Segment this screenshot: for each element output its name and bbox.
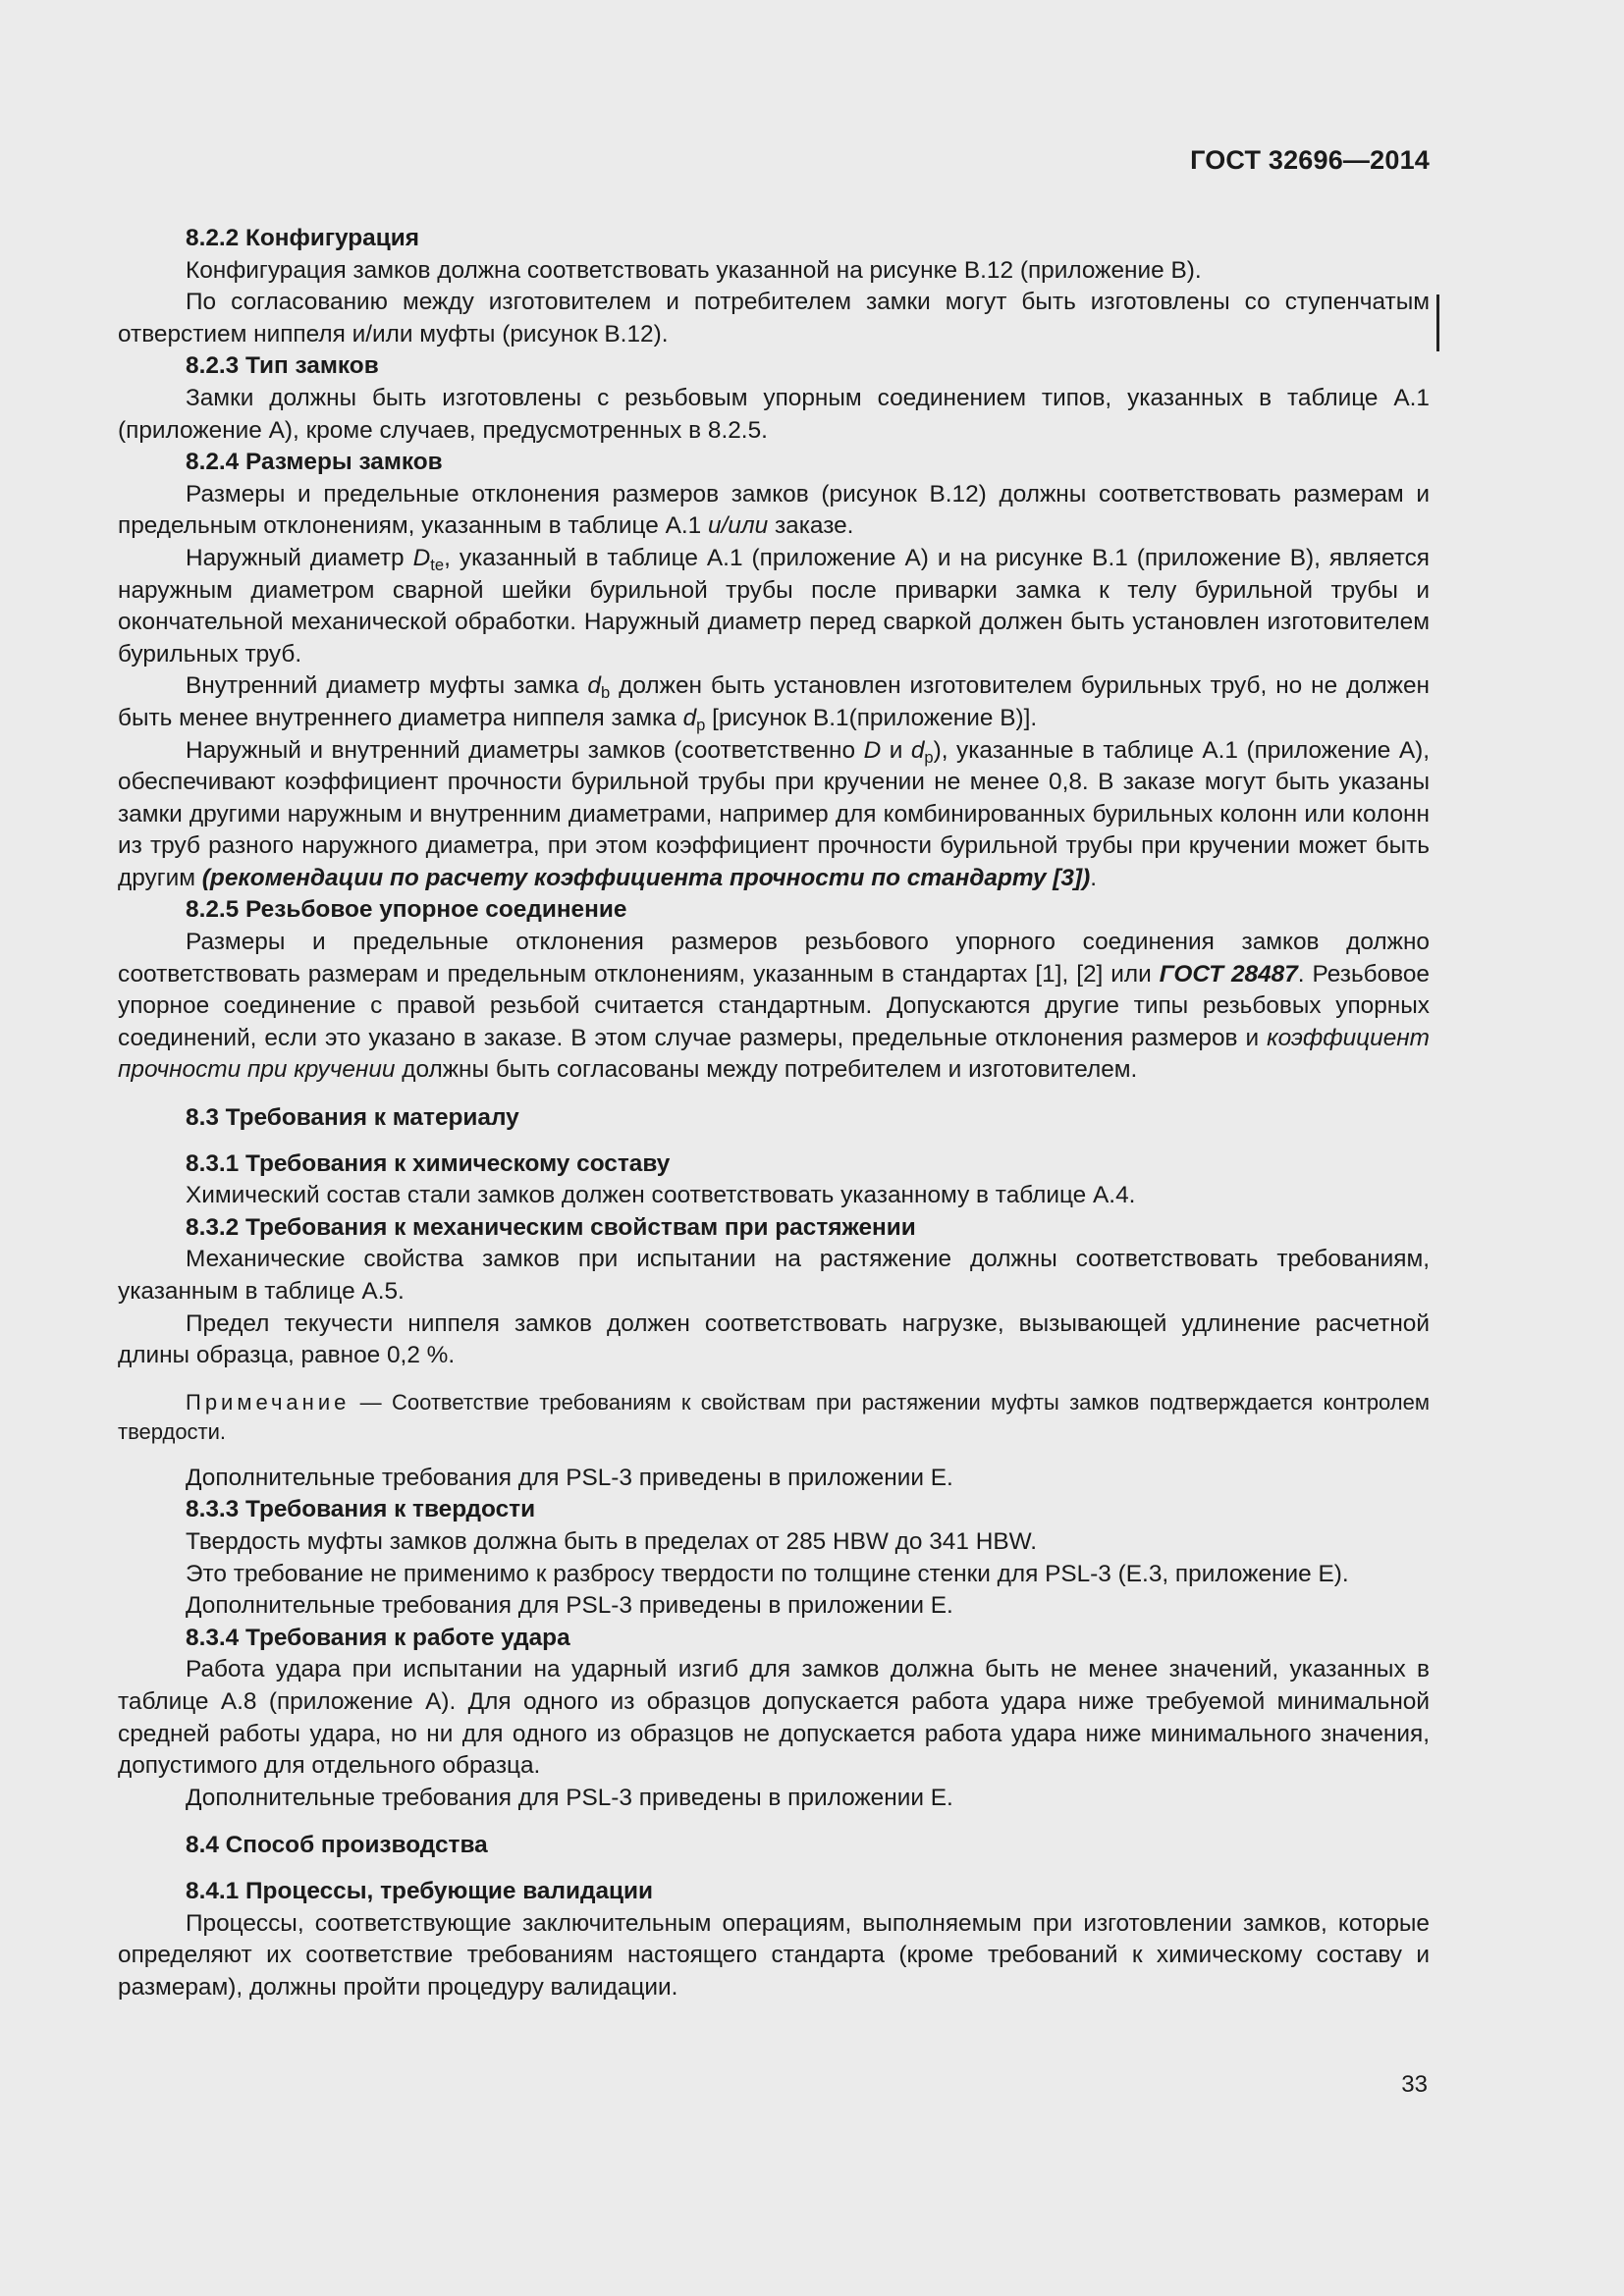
section-heading-8-3-3: 8.3.3 Требования к твердости	[186, 1496, 536, 1523]
text-run: Размеры и предельные отклонения размеров замков (рисунок В.12) должны соответствовать размерам и предельным отклонениям, указанным в таблице А.1	[118, 480, 1430, 540]
math-subscript: te	[430, 555, 445, 574]
math-variable: d	[587, 672, 601, 700]
paragraph: Механические свойства замков при испытании на растяжение должны соответствовать требованиям, указанным в таблице А.5.	[118, 1246, 1430, 1305]
paragraph	[118, 543, 1430, 670]
paragraph	[118, 670, 1430, 734]
text-run: . Резьбовое упорное соединение с правой резьбой считается стандартным. Допускаются другие типы резьбовых упорных соединений, если это указано в заказе. В этом случае размеры, предельные отклонения размеров и	[118, 960, 1430, 1051]
paragraph: Замки должны быть изготовлены с резьбовым упорным соединением типов, указанных в таблице А.1 (приложение А), кроме случаев, предусмотренных в 8.2.5.	[118, 384, 1430, 444]
paragraph: Дополнительные требования для PSL-3 приведены в приложении Е.	[186, 1592, 953, 1620]
math-subscript: p	[696, 715, 706, 734]
text-run: Размеры и предельные отклонения размеров резьбового упорного соединения замков должно соответствовать размерам и предельным отклонениям, указанным в стандартах [1], [2] или	[118, 929, 1430, 988]
paragraph: По согласованию между изготовителем и потребителем замки могут быть изготовлены со ступенчатым отверстием ниппеля и/или муфты (рисунок В.12).	[118, 289, 1430, 347]
paragraph: Предел текучести ниппеля замков должен соответствовать нагрузке, вызывающей удлинение расчетной длины образца, равное 0,2 %.	[118, 1309, 1430, 1369]
section-heading-8-3-4: 8.3.4 Требования к работе удара	[186, 1624, 570, 1651]
section-heading-8-2-5: 8.2.5 Резьбовое упорное соединение	[186, 896, 627, 924]
standard-designation: ГОСТ 32696—2014	[1190, 145, 1430, 175]
paragraph: Дополнительные требования для PSL-3 приведены в приложении Е.	[186, 1784, 953, 1811]
paragraph: Дополнительные требования для PSL-3 приведены в приложении Е.	[186, 1464, 953, 1491]
text-run: должен быть установлен изготовителем бурильных труб, но не должен быть менее внутреннего диаметра ниппеля замка	[118, 672, 1431, 731]
section-heading-8-3-1: 8.3.1 Требования к химическому составу	[186, 1149, 671, 1177]
section-heading-8-4-1: 8.4.1 Процессы, требующие валидации	[186, 1877, 653, 1904]
math-variable: d	[682, 704, 697, 731]
paragraph: Процессы, соответствующие заключительным операциям, выполняемым при изготовлении замков, которые определяют их соответствие требованиям настоящего стандарта (кроме требований к химическому составу и размерам), должны пройти процедуру валидации.	[118, 1909, 1430, 2001]
change-bar	[1436, 294, 1439, 351]
math-subscript: p	[924, 747, 934, 767]
bold-italic-text: (рекомендации по расчету коэффициента прочности по стандарту [3])	[201, 864, 1091, 891]
math-variable: D	[412, 544, 431, 571]
emphasis-text: коэффициент прочности при кручении	[118, 1024, 1430, 1084]
section-heading-8-3: 8.3 Требования к материалу	[186, 1104, 519, 1132]
text-run: Внутренний диаметр муфты замка	[186, 672, 588, 700]
paragraph: Химический состав стали замков должен соответствовать указанному в таблице А.4.	[186, 1182, 1136, 1209]
paragraph	[118, 927, 1430, 1087]
section-heading-8-3-2: 8.3.2 Требования к механическим свойствам при растяжении	[186, 1213, 916, 1241]
note-label: Примечание	[186, 1389, 351, 1415]
text-run: Наружный и внутренний диаметры замков (соответственно	[186, 736, 864, 764]
paragraph: Работа удара при испытании на ударный изгиб для замков должна быть не менее значений, указанных в таблице А.8 (приложение А). Для одного из образцов допускается работа удара ниже требуемой минимальной средней работы удара, но ни для одного из образцов не допускается работа удара ниже минимального значения, допустимого для отдельного образца.	[118, 1656, 1430, 1780]
document-body	[118, 223, 1430, 2003]
text-run: , указанный в таблице А.1 (приложение А) и на рисунке В.1 (приложение В), является наружным диаметром сварной шейки бурильной трубы после приварки замка к телу бурильной трубы и окончательной механической обработки. Наружный диаметр перед сваркой должен быть установлен изготовителем бурильных труб.	[118, 544, 1430, 667]
text-run: .	[1090, 864, 1098, 891]
section-heading-8-2-3: 8.2.3 Тип замков	[186, 352, 379, 380]
text-run: Наружный диаметр	[186, 544, 413, 571]
text-run: заказе.	[768, 512, 854, 540]
page-number: 33	[1401, 2071, 1428, 2098]
text-run: ), указанные в таблице А.1 (приложение А), обеспечивают коэффициент прочности бурильной трубы при кручении не менее 0,8. В заказе могут быть указаны замки другими наружным и внутренним диаметрами, например для комбинированных бурильных колонн или колонн из труб разного наружного диаметра, при этом коэффициент прочности бурильной трубы при кручении может быть другим	[118, 736, 1430, 891]
section-heading-8-2-4: 8.2.4 Размеры замков	[186, 449, 443, 476]
math-subscript: b	[600, 683, 611, 703]
paragraph	[118, 735, 1430, 895]
text-run: должны быть согласованы между потребителем и изготовителем.	[395, 1056, 1138, 1084]
section-heading-8-4: 8.4 Способ производства	[186, 1832, 488, 1859]
text-run: и	[881, 736, 911, 764]
bold-italic-text: ГОСТ 28487	[1159, 960, 1298, 988]
note	[118, 1388, 1430, 1447]
text-run: [рисунок В.1(приложение В)].	[705, 704, 1038, 731]
paragraph: Это требование не применимо к разбросу твердости по толщине стенки для PSL-3 (Е.3, приложение Е).	[186, 1560, 1349, 1587]
paragraph	[118, 479, 1430, 543]
note-text: — Соответствие требованиям к свойствам при растяжении муфты замков подтверждается контролем твердости.	[118, 1389, 1430, 1444]
math-variable: D	[863, 736, 882, 764]
emphasis-text: и/или	[707, 512, 769, 540]
math-variable: d	[910, 736, 925, 764]
paragraph: Конфигурация замков должна соответствовать указанной на рисунке В.12 (приложение В).	[186, 256, 1202, 284]
paragraph: Твердость муфты замков должна быть в пределах от 285 HBW до 341 HBW.	[186, 1527, 1038, 1555]
section-heading-8-2-2: 8.2.2 Конфигурация	[186, 225, 419, 251]
